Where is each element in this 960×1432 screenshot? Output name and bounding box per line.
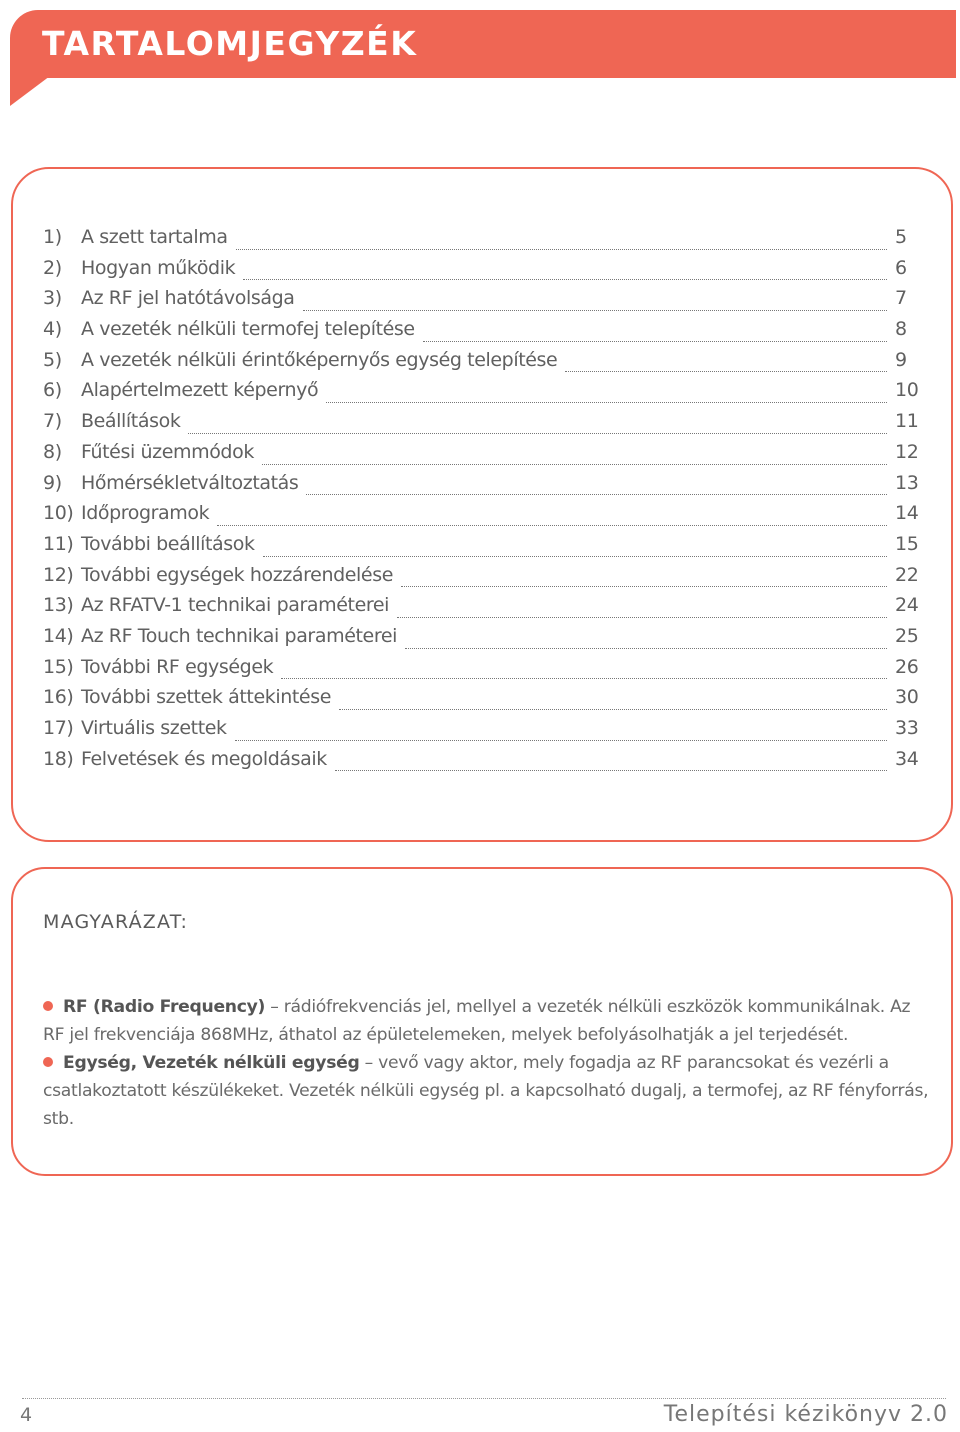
banner-decoration xyxy=(10,76,50,106)
toc-entry-title: Hogyan működik xyxy=(81,256,236,279)
toc-entry-number: 14) xyxy=(43,624,74,647)
toc-entry-number: 16) xyxy=(43,686,74,709)
toc-entry-title: Felvetések és megoldásaik xyxy=(81,747,327,770)
toc-entry-number: 13) xyxy=(43,594,74,617)
toc-entry-title: Az RF Touch technikai paraméterei xyxy=(81,624,397,647)
toc-entry[interactable] xyxy=(43,349,923,380)
toc-entry[interactable] xyxy=(43,686,923,717)
toc-panel xyxy=(11,167,953,842)
toc-entry-title: További beállítások xyxy=(81,532,255,555)
toc-entry-title: További egységek hozzárendelése xyxy=(81,563,393,586)
toc-entry[interactable] xyxy=(43,318,923,349)
toc-entry-page: 12 xyxy=(895,440,919,463)
toc-dot-leader xyxy=(423,340,887,342)
bullet-icon xyxy=(43,1001,53,1011)
footer-title: Telepítési kézikönyv 2.0 xyxy=(663,1402,948,1427)
toc-dot-leader xyxy=(217,524,887,526)
toc-entry-page: 7 xyxy=(895,287,907,310)
toc-dot-leader xyxy=(405,647,887,649)
legend-term: Egység, Vezeték nélküli egység xyxy=(63,1053,360,1073)
legend-body xyxy=(43,993,935,1133)
legend-item xyxy=(43,993,935,1049)
toc-entry[interactable] xyxy=(43,410,923,441)
toc-dot-leader xyxy=(235,739,887,741)
toc-entry[interactable] xyxy=(43,533,923,564)
toc-entry[interactable] xyxy=(43,564,923,595)
toc-entry-page: 22 xyxy=(895,563,919,586)
toc-entry-number: 17) xyxy=(43,717,74,739)
toc-dot-leader xyxy=(262,463,887,465)
toc-entry-number: 18) xyxy=(43,747,74,770)
toc-entry-page: 26 xyxy=(895,655,919,678)
toc-dot-leader xyxy=(401,585,887,587)
toc-entry-title: A vezeték nélküli érintőképernyős egység telepítése xyxy=(81,348,558,371)
toc-dot-leader xyxy=(188,432,887,434)
toc-entry-title: Virtuális szettek xyxy=(81,717,227,739)
toc-entry-page: 9 xyxy=(895,348,907,371)
toc-dot-leader xyxy=(236,248,887,250)
toc-entry-title: Időprogramok xyxy=(81,502,210,525)
toc-entry-number: 8) xyxy=(43,440,62,463)
toc-entry-number: 7) xyxy=(43,410,62,433)
legend-text: – vevő vagy aktor, mely fogadja az RF parancsokat és vezérli a csatlakoztatott készülékeket. Vezeték nélküli egység pl. a kapcsolható dugalj, a termofej, az RF fényforrás, stb. xyxy=(43,1053,929,1129)
toc-entry-title: Alapértelmezett képernyő xyxy=(81,379,319,402)
toc-entry[interactable] xyxy=(43,717,923,748)
toc-entry-number: 11) xyxy=(43,532,74,555)
toc-entry-title: További szettek áttekintése xyxy=(81,686,332,709)
toc-entry[interactable] xyxy=(43,226,923,257)
toc-dot-leader xyxy=(326,401,887,403)
toc-entry-page: 24 xyxy=(895,594,919,617)
legend-term: RF (Radio Frequency) xyxy=(63,997,266,1017)
toc-dot-leader xyxy=(306,493,887,495)
toc-entry-page: 33 xyxy=(895,717,919,739)
toc-entry[interactable] xyxy=(43,656,923,687)
legend-title: MAGYARÁZAT: xyxy=(43,911,189,933)
footer-page-number: 4 xyxy=(20,1404,33,1426)
legend-item xyxy=(43,1049,935,1133)
toc-dot-leader xyxy=(335,769,887,771)
bullet-icon xyxy=(43,1057,53,1067)
toc-entry-title: A szett tartalma xyxy=(81,226,228,248)
toc-entry-title: Hőmérsékletváltoztatás xyxy=(81,471,299,494)
toc-entry-number: 4) xyxy=(43,318,62,341)
toc-entry[interactable] xyxy=(43,257,923,288)
toc-entry-page: 6 xyxy=(895,256,907,279)
legend-text: – rádiófrekvenciás jel, mellyel a vezeték nélküli eszközök kommunikálnak. Az RF jel frekvenciája 868MHz, áthatol az épületelemeken, melyek befolyásolhatják a jel terjedését. xyxy=(43,997,911,1045)
toc-dot-leader xyxy=(397,616,887,618)
footer-divider xyxy=(22,1398,946,1399)
toc-entry-number: 1) xyxy=(43,226,62,248)
toc-dot-leader xyxy=(339,708,887,710)
toc-entry-title: Az RFATV-1 technikai paraméterei xyxy=(81,594,390,617)
toc-dot-leader xyxy=(281,677,887,679)
toc-list xyxy=(43,226,923,778)
page-title: TARTALOMJEGYZÉK xyxy=(42,24,418,63)
toc-entry-number: 2) xyxy=(43,256,62,279)
toc-entry-page: 25 xyxy=(895,624,919,647)
toc-entry-number: 3) xyxy=(43,287,62,310)
toc-entry-page: 14 xyxy=(895,502,919,525)
toc-entry-page: 8 xyxy=(895,318,907,341)
toc-entry-title: A vezeték nélküli termofej telepítése xyxy=(81,318,415,341)
toc-entry-number: 6) xyxy=(43,379,62,402)
toc-entry-page: 15 xyxy=(895,532,919,555)
toc-entry-number: 9) xyxy=(43,471,62,494)
toc-entry-page: 34 xyxy=(895,747,919,770)
toc-entry-number: 10) xyxy=(43,502,74,525)
toc-entry-page: 13 xyxy=(895,471,919,494)
toc-entry-number: 15) xyxy=(43,655,74,678)
legend-panel xyxy=(11,867,953,1176)
toc-entry[interactable] xyxy=(43,379,923,410)
toc-entry-title: Az RF jel hatótávolsága xyxy=(81,287,295,310)
toc-entry-number: 5) xyxy=(43,348,62,371)
toc-dot-leader xyxy=(565,370,887,372)
toc-entry[interactable] xyxy=(43,502,923,533)
toc-entry[interactable] xyxy=(43,472,923,503)
toc-entry[interactable] xyxy=(43,625,923,656)
toc-entry-title: További RF egységek xyxy=(81,655,274,678)
header-banner xyxy=(10,10,956,78)
toc-entry-title: Beállítások xyxy=(81,410,181,433)
toc-entry-number: 12) xyxy=(43,563,74,586)
toc-entry[interactable] xyxy=(43,287,923,318)
toc-entry-title: Fűtési üzemmódok xyxy=(81,440,254,463)
toc-dot-leader xyxy=(263,555,887,557)
toc-entry[interactable] xyxy=(43,594,923,625)
toc-entry-page: 30 xyxy=(895,686,919,709)
toc-entry[interactable] xyxy=(43,748,923,779)
toc-entry-page: 11 xyxy=(895,410,919,433)
toc-entry-page: 10 xyxy=(895,379,919,402)
toc-entry-page: 5 xyxy=(895,226,907,248)
toc-dot-leader xyxy=(303,309,887,311)
toc-entry[interactable] xyxy=(43,441,923,472)
toc-dot-leader xyxy=(243,278,887,280)
